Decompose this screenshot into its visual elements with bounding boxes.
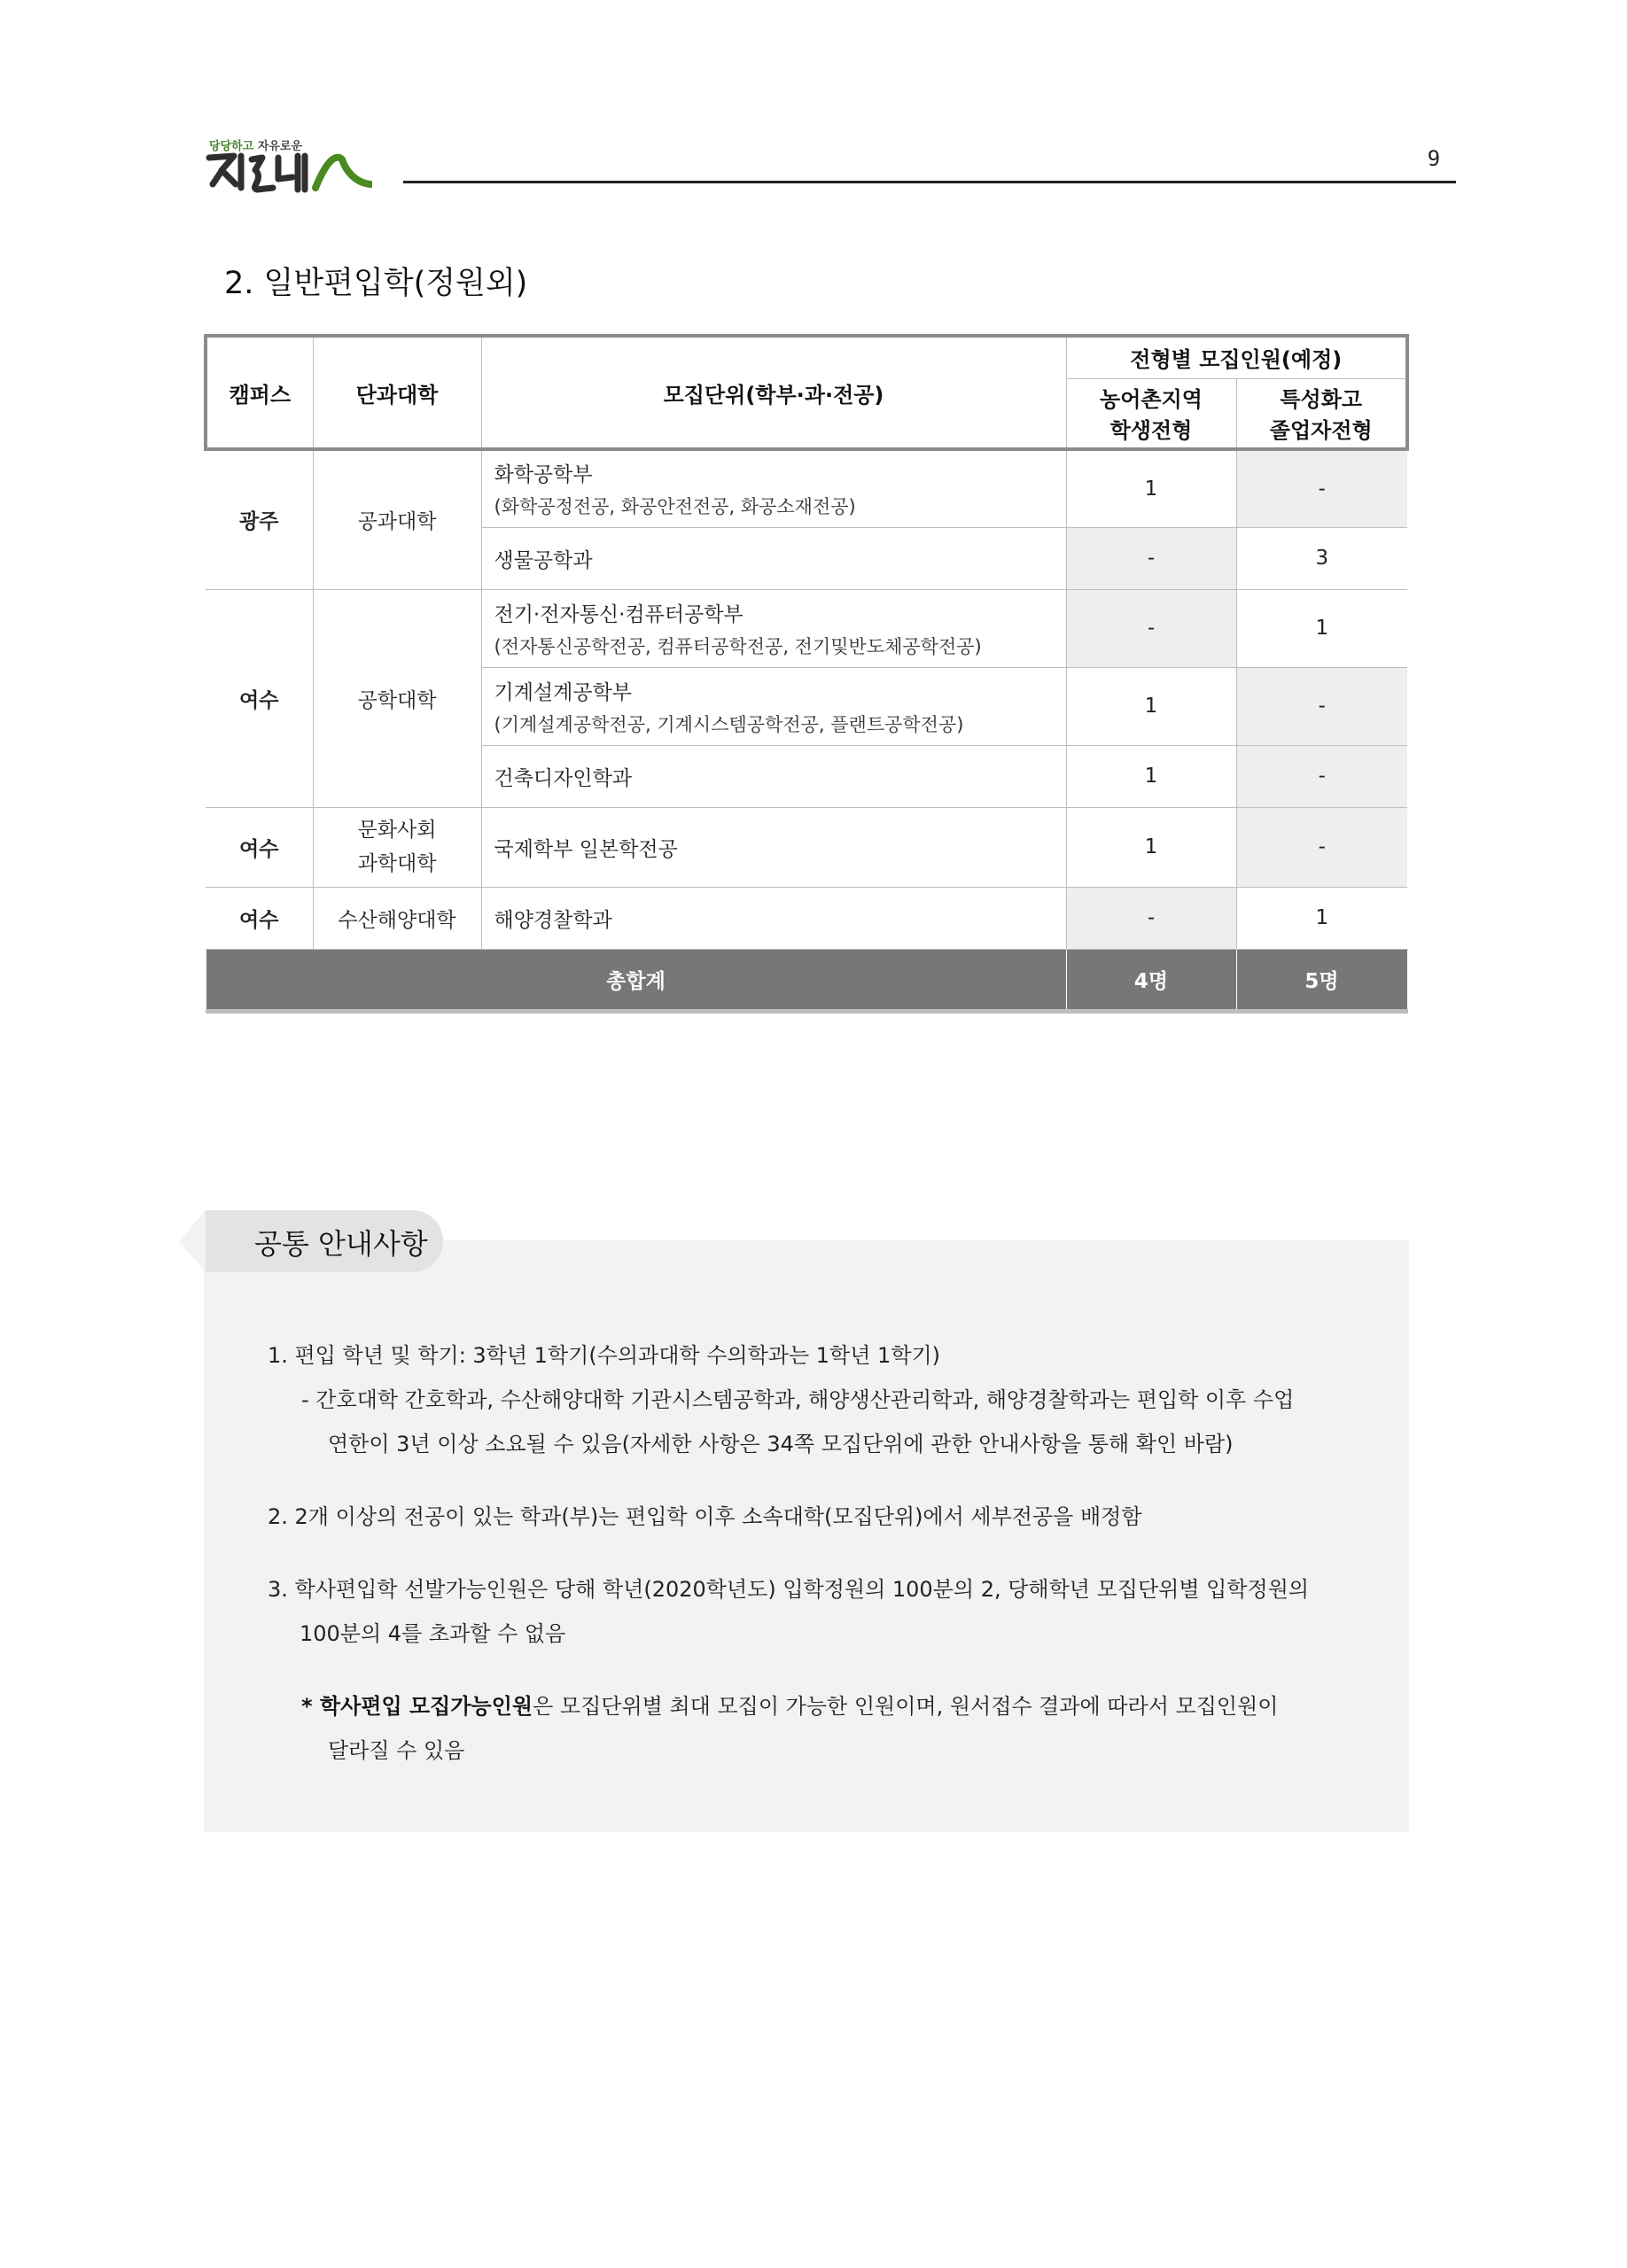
unit-cell [481,745,1066,807]
notice-note-line2: 달라질 수 있음 [328,1738,465,1763]
header-rural-line2: 학생전형 [1109,418,1193,444]
quota-table [204,334,1409,1014]
notice-item-1-sub-line2: 연한이 3년 이상 소요될 수 있음(자세한 사항은 34쪽 모집단위에 관한 안내사항을 통해 확인 바람) [328,1432,1234,1456]
notice-note-line1 [301,1689,1278,1720]
header-special-line2: 졸업자전형 [1269,418,1373,444]
header-rural-line1: 농어촌지역 [1100,387,1203,413]
unit-name: 건축디자인학과 [494,766,633,790]
rural-count: - [1066,527,1236,589]
notice-item-1: 1. 편입 학년 및 학기: 3학년 1학기(수의과대학 수의학과는 1학년 1학기) [268,1343,941,1368]
rural-count: 1 [1066,745,1236,807]
header-special [1236,378,1407,449]
unit-name: 해양경찰학과 [494,908,612,932]
college-cell: 수산해양대학 [313,887,481,949]
special-count: - [1236,807,1407,887]
campus-cell: 여수 [206,887,313,949]
rural-count: - [1066,887,1236,949]
header-college: 단과대학 [313,336,481,449]
unit-name: 기계설계공학부 [494,680,633,704]
campus-cell: 광주 [206,449,313,589]
total-special: 5명 [1236,949,1407,1011]
unit-majors: (기계설계공학전공, 기계시스템공학전공, 플랜트공학전공) [494,713,964,735]
table-row [206,449,1407,527]
logo-brush-mark [204,149,372,195]
rural-count: 1 [1066,807,1236,887]
special-count: - [1236,449,1407,527]
rural-count: 1 [1066,449,1236,527]
header-special-line1: 특성화고 [1280,387,1363,413]
notice-tab-arrow [179,1210,206,1272]
unit-name: 전기·전자통신·컴퓨터공학부 [494,602,743,626]
unit-cell [481,667,1066,745]
logo-slogan-part2: 자유로운 [257,140,302,153]
notice-item-2: 2. 2개 이상의 전공이 있는 학과(부)는 편입학 이후 소속대학(모집단위)에서 세부전공을 배정함 [268,1504,1142,1529]
college-cell: 공과대학 [313,449,481,589]
rural-count: - [1066,589,1236,667]
notice-item-3-line2: 100분의 4를 초과할 수 없음 [300,1621,566,1646]
total-row [206,949,1407,1011]
unit-cell [481,807,1066,887]
notice-note-rest: 은 모집단위별 최대 모집이 가능한 인원이며, 원서접수 결과에 따라서 모집인원이 [533,1694,1279,1719]
notice-item-3-line1: 3. 학사편입학 선발가능인원은 당해 학년(2020학년도) 입학정원의 100분의 2, 당해학년 모집단위별 입학정원의 [268,1577,1310,1602]
total-rural: 4명 [1066,949,1236,1011]
header-rule [403,181,1456,183]
college-cell: 공학대학 [313,589,481,807]
college-cell [313,807,481,887]
notice-note-emphasis: * 학사편입 모집가능인원 [301,1694,533,1719]
logo-slogan-part1: 당당하고 [209,140,254,153]
special-count: - [1236,745,1407,807]
notice-title: 공통 안내사항 [254,1227,428,1261]
rural-count: 1 [1066,667,1236,745]
total-label: 총합계 [206,949,1066,1011]
unit-cell [481,589,1066,667]
unit-majors: (전자통신공학전공, 컴퓨터공학전공, 전기및반도체공학전공) [494,635,982,657]
header-unit: 모집단위(학부·과·전공) [481,336,1066,449]
unit-name: 국제학부 일본학전공 [494,837,678,861]
header-campus: 캠퍼스 [206,336,313,449]
unit-name: 화학공학부 [494,463,593,487]
university-logo [204,133,381,204]
campus-cell: 여수 [206,807,313,887]
campus-cell: 여수 [206,589,313,807]
table-row [206,589,1407,667]
page-number: 9 [1427,146,1441,171]
special-count: - [1236,667,1407,745]
header-rural [1066,378,1236,449]
section-title: 2. 일반편입학(정원외) [224,266,528,301]
unit-cell [481,449,1066,527]
special-count: 3 [1236,527,1407,589]
special-count: 1 [1236,589,1407,667]
table-row [206,807,1407,887]
table-row [206,887,1407,949]
unit-majors: (화학공정전공, 화공안전전공, 화공소재전공) [494,496,856,518]
unit-name: 생물공학과 [494,548,593,572]
college-line2: 과학대학 [357,852,437,875]
unit-cell [481,887,1066,949]
special-count: 1 [1236,887,1407,949]
notice-item-1-sub-line1: - 간호대학 간호학과, 수산해양대학 기관시스템공학과, 해양생산관리학과, 해양경찰학과는 편입학 이후 수업 [301,1387,1295,1412]
unit-cell [481,527,1066,589]
header-group: 전형별 모집인원(예정) [1066,336,1407,378]
college-line1: 문화사회 [357,819,437,842]
